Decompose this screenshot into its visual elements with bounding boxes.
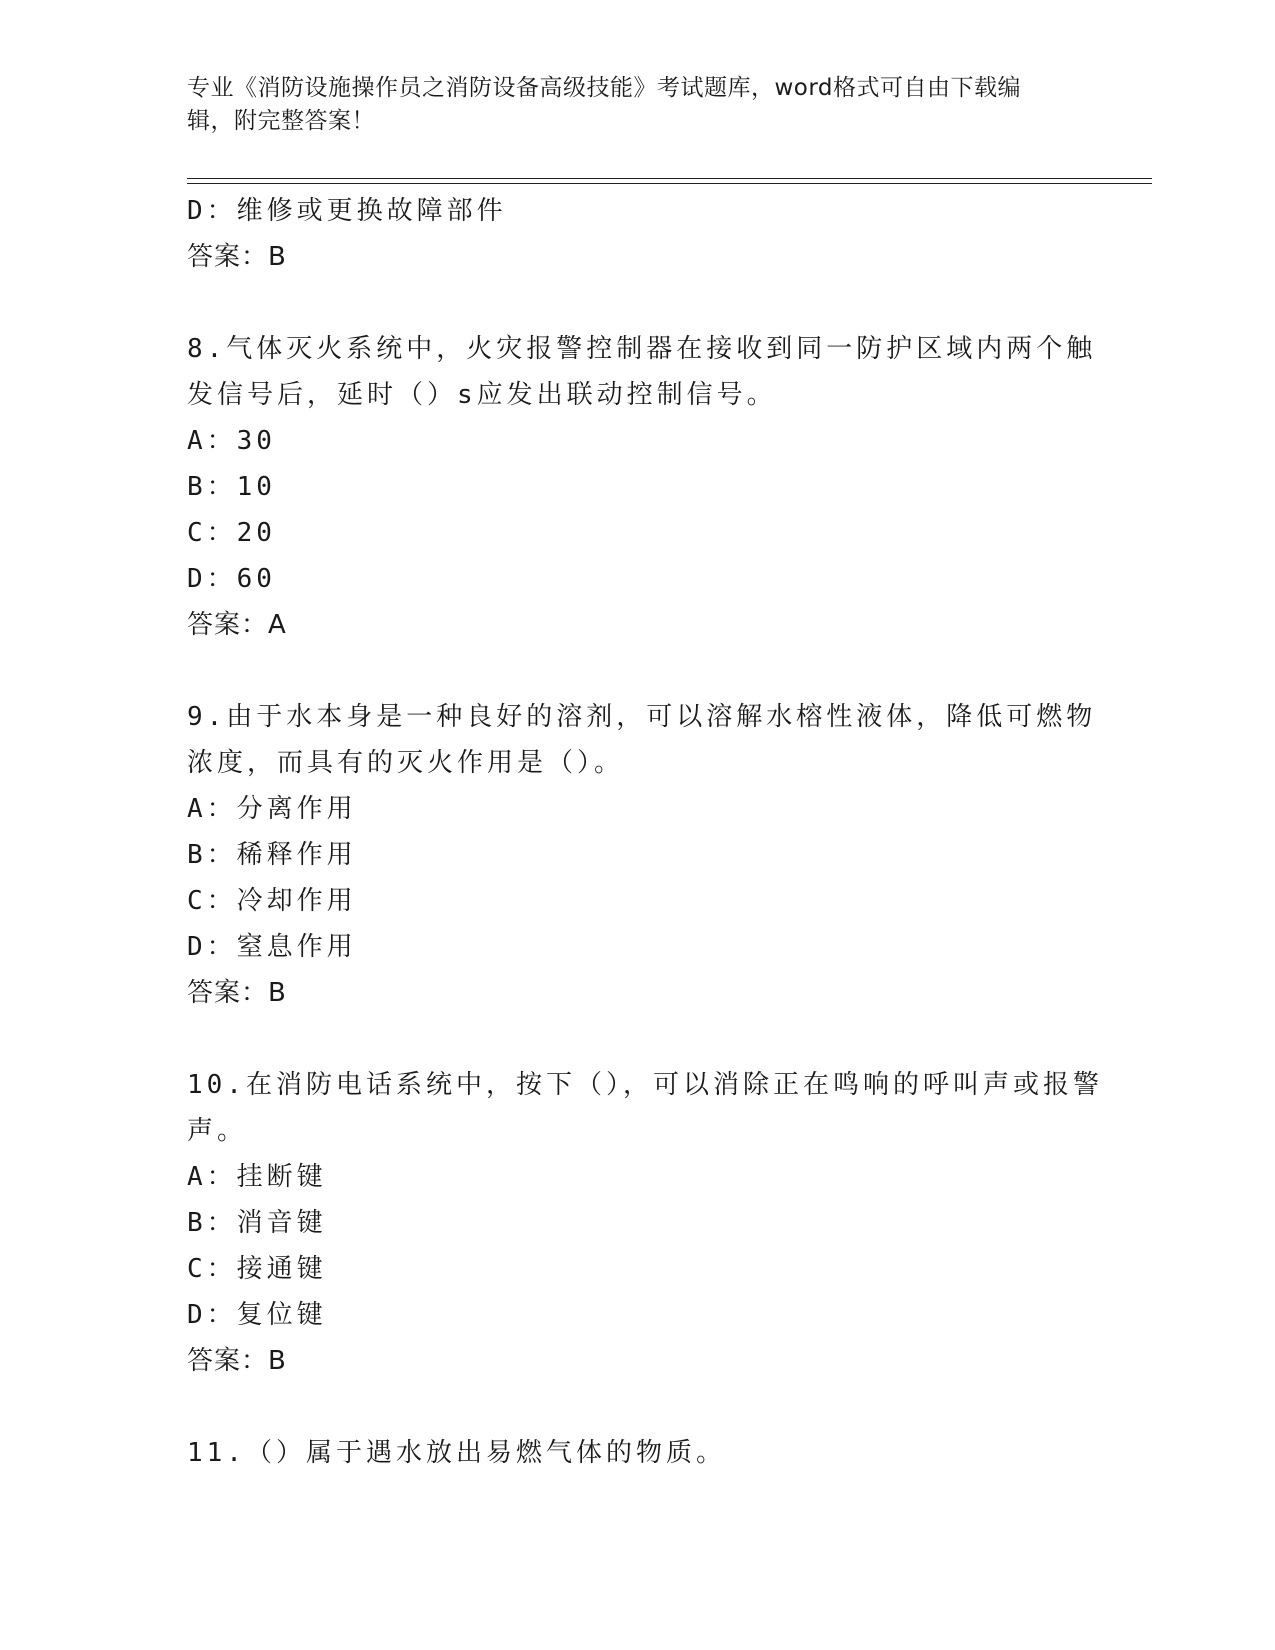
- question-text-line: 10.在消防电话系统中，按下（），可以消除正在鸣响的呼叫声或报警: [187, 1070, 1103, 1100]
- option-b: B：消音键: [187, 1208, 327, 1238]
- option-d: D：窒息作用: [187, 932, 357, 962]
- option-d: D：60: [187, 564, 276, 594]
- option-d: D：维修或更换故障部件: [187, 196, 507, 226]
- option-c: C：接通键: [187, 1254, 327, 1284]
- option-c: C：冷却作用: [187, 886, 357, 916]
- question-text-line: 发信号后，延时（）s应发出联动控制信号。: [187, 380, 777, 410]
- answer: 答案：B: [187, 978, 287, 1008]
- question-text-line: 浓度，而具有的灭火作用是（）。: [187, 748, 625, 778]
- question-text-line: 声。: [187, 1116, 248, 1146]
- option-c: C：20: [187, 518, 276, 548]
- spacer: [187, 1384, 1087, 1430]
- question-8: [187, 326, 1097, 648]
- question-10: [187, 1062, 1103, 1384]
- header-line-1: 专业《消防设施操作员之消防设备高级技能》考试题库，word格式可自由下载编: [187, 75, 1022, 101]
- answer: 答案：B: [187, 1346, 287, 1376]
- answer: 答案：A: [187, 610, 287, 640]
- option-b: B：10: [187, 472, 276, 502]
- spacer: [187, 280, 1087, 326]
- question-text-line: 11.（）属于遇水放出易燃气体的物质。: [187, 1438, 726, 1468]
- question-text-line: 9.由于水本身是一种良好的溶剂，可以溶解水榕性液体，降低可燃物: [187, 702, 1097, 732]
- header-divider-bottom: [187, 183, 1152, 184]
- option-a: A：挂断键: [187, 1162, 327, 1192]
- header-divider-top: [187, 178, 1152, 179]
- question-9: [187, 694, 1097, 1016]
- spacer: [187, 648, 1087, 694]
- option-d: D：复位键: [187, 1300, 327, 1330]
- document-header: [187, 72, 1087, 138]
- question-11: [187, 1430, 1087, 1476]
- previous-question-tail: [187, 188, 1087, 280]
- question-list: [187, 188, 1103, 1476]
- question-text-line: 8.气体灭火系统中，火灾报警控制器在接收到同一防护区域内两个触: [187, 334, 1097, 364]
- option-b: B：稀释作用: [187, 840, 357, 870]
- option-a: A：30: [187, 426, 276, 456]
- answer: 答案：B: [187, 242, 287, 272]
- option-a: A：分离作用: [187, 794, 357, 824]
- spacer: [187, 1016, 1087, 1062]
- header-line-2: 辑，附完整答案！: [187, 108, 375, 134]
